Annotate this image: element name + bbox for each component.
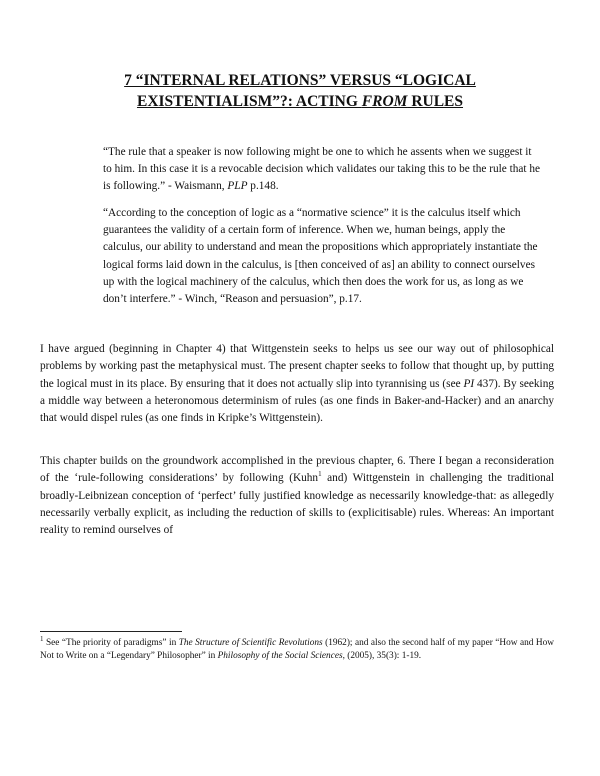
title-text: EXISTENTIALISM”?: ACTING xyxy=(136,93,362,110)
paragraph-text: I have argued (beginning in Chapter 4) that Wittgenstein seeks to helps us see our way out of philosophical problems by working past the metaphysical must. The present chapter seeks to follow that thought up, by putting the logical must in its place. By ensuring that it does not actually slip into tyrannising us (see xyxy=(40,343,554,390)
body-paragraph-2 xyxy=(40,453,554,539)
footnote-emphasis: The Structure of Scientific Revolutions xyxy=(178,638,323,648)
body-paragraph-1 xyxy=(40,341,554,427)
title-emphasis: FROM xyxy=(361,93,408,110)
epigraph-waismann xyxy=(103,144,541,196)
paragraph-emphasis: PI xyxy=(463,377,475,390)
epigraph-citation-title: PLP xyxy=(227,180,248,193)
footnote-separator xyxy=(40,631,182,632)
footnote-reference[interactable]: 1 xyxy=(318,470,322,479)
chapter-title xyxy=(60,70,540,112)
paragraph-text: This chapter builds on the groundwork accomplished in the previous chapter, 6. There I began a reconsideration of the ‘rule-following considerations’ by following (Kuhn xyxy=(40,455,554,485)
title-text-end: RULES xyxy=(407,93,464,110)
footnote-emphasis: Philosophy of the Social Sciences xyxy=(217,650,343,661)
footnote-text: See “The priority of paradigms” in xyxy=(43,638,179,648)
epigraph-winch: “According to the conception of logic as a “normative science” it is the calculus itself which guarantees the validity of a certain form of inference. When we, human beings, apply the calculus, our ability to understand and mean the propositions which appropriately instantiate the logical forms laid down in the calculus, is [then conceived of as] an ability to connect ourselves up with the logical machinery of the calculus, which then does the work for us, as long as we don’t interfere.” - Winch, “Reason and persuasion”, p.17. xyxy=(103,207,538,306)
paragraph-text: 437). By seeking a middle way between a heteronomous determinism of rules (as one finds in Baker-and-Hacker) and an anarchy that would dispel rules (as one finds in Kripke’s Wittgenstein). xyxy=(40,377,554,425)
chapter-title-line-1: 7 “INTERNAL RELATIONS” VERSUS “LOGICAL xyxy=(124,72,476,89)
footnote-1 xyxy=(40,634,554,662)
epigraph-text: “The rule that a speaker is now following might be one to which he assents when we suggest it to him. In this case it is a revocable decision which validates our taking this to be the rule that he is following.” - Waismann, xyxy=(103,146,541,193)
footnote-text: , (2005), 35(3): 1-19. xyxy=(342,650,422,661)
footnote-text: (1962); and also the second half of my paper “How and How Not to Write on a “Legendary” Philosopher” in xyxy=(40,638,554,661)
chapter-title-line-2 xyxy=(60,91,540,112)
paragraph-text: and) Wittgenstein in challenging the traditional broadly-Leibnizean conception of ‘perfect’ fully justified knowledge as necessarily knowledge-that: as allegedly necessarily verbally explicit, as including the reduction of skills to (explicitisable) rules. Whereas: An important reality to remind ourselves of xyxy=(40,472,554,537)
epigraph-citation-page: p.148. xyxy=(247,180,279,193)
footnote-number: 1 xyxy=(40,634,44,643)
